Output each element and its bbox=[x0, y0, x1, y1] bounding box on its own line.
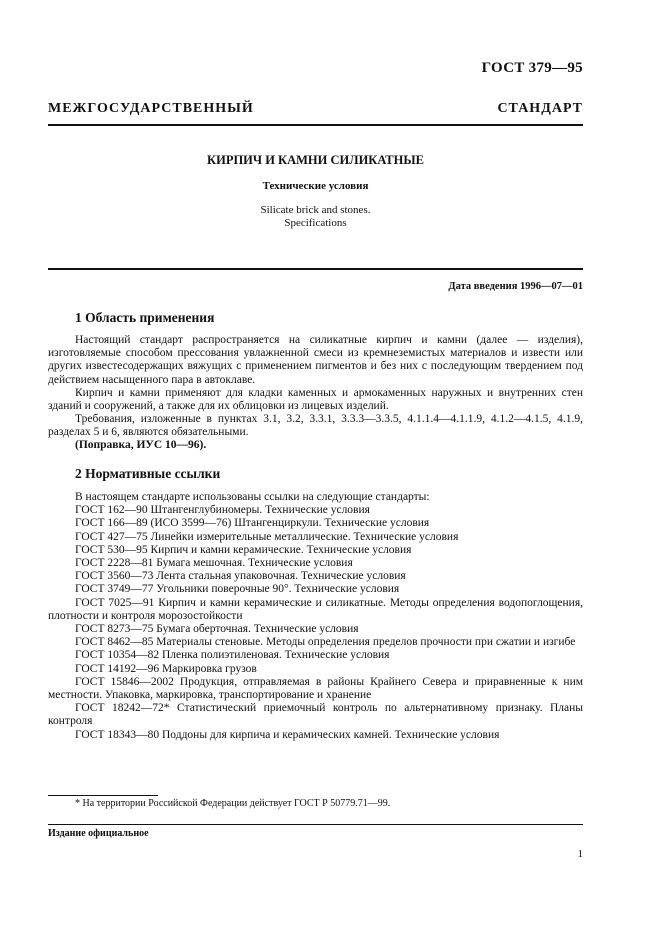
reference-item: ГОСТ 427—75 Линейки измерительные металлические. Технические условия bbox=[75, 530, 459, 543]
reference-item: ГОСТ 530—95 Кирпич и камни керамические. Технические условия bbox=[75, 543, 412, 556]
section-1-paragraph-3-text: Требования, изложенные в пунктах 3.1, 3.2, 3.3.1, 3.3.3—3.3.5, 4.1.1.4—4.1.1.9, 4.1.2—4.1.5, 4.1.9, разделах 5 и 6, являются обязательными. bbox=[48, 413, 583, 439]
footnote-rule bbox=[48, 795, 158, 796]
normative-references-list bbox=[48, 491, 583, 742]
references-intro: В настоящем стандарте использованы ссылки на следующие стандарты: bbox=[75, 491, 430, 503]
section-1-heading: 1 Область применения bbox=[75, 310, 215, 325]
section-1-paragraph-1 bbox=[48, 334, 583, 387]
section-1-amendment bbox=[48, 439, 583, 452]
reference-item: ГОСТ 3560—73 Лента стальная упаковочная. Технические условия bbox=[75, 570, 406, 583]
reference-item: ГОСТ 7025—91 Кирпич и камни керамические и силикатные. Методы определения водопоглощения, плотности и контроля морозостойкости bbox=[48, 596, 583, 622]
reference-item: ГОСТ 14192—96 Маркировка грузов bbox=[75, 662, 257, 675]
reference-item: ГОСТ 3749—77 Угольники поверочные 90°. Технические условия bbox=[75, 583, 400, 596]
section-1-amendment-text: (Поправка, ИУС 10—96). bbox=[75, 439, 207, 451]
reference-item: ГОСТ 8273—75 Бумага оберточная. Технические условия bbox=[75, 623, 359, 636]
document-subtitle: Технические условия bbox=[262, 180, 369, 192]
footer-rule bbox=[48, 824, 583, 825]
reference-item: ГОСТ 18242—72* Статистический приемочный контроль по альтернативному признаку. Планы контроля bbox=[48, 702, 583, 728]
english-title-line-2: Specifications bbox=[284, 217, 347, 229]
section-1-paragraph-2-text: Кирпич и камни применяют для кладки каменных и армокаменных наружных и внутренних стен зданий и сооружений, а также для их облицовки из лицевых изделий. bbox=[48, 387, 583, 413]
section-1-paragraph-2 bbox=[48, 387, 583, 413]
section-2-heading: 2 Нормативные ссылки bbox=[75, 466, 221, 481]
header-rule bbox=[48, 124, 583, 126]
reference-item: ГОСТ 10354—82 Пленка полиэтиленовая. Технические условия bbox=[75, 649, 390, 662]
reference-item: ГОСТ 15846—2002 Продукция, отправляемая в районы Крайнего Севера и приравненные к ним местности. Упаковка, маркировка, транспортирование и хранение bbox=[48, 675, 583, 702]
introduction-date: Дата введения 1996—07—01 bbox=[448, 281, 583, 292]
reference-item: ГОСТ 166—89 (ИСО 3599—76) Штангенциркули. Технические условия bbox=[75, 517, 430, 530]
footnote: * На территории Российской Федерации действует ГОСТ Р 50779.71—99. bbox=[75, 798, 391, 809]
reference-item: ГОСТ 2228—81 Бумага мешочная. Технические условия bbox=[75, 557, 353, 570]
section-1-paragraph-1-text: Настоящий стандарт распространяется на силикатные кирпич и камни (далее — изделия), изготовляемые способом прессования увлажненной смеси из кремнеземистых материалов и извести или других известесодержащих вяжущих с применением пигментов и без них с последующим твердением под действием насыщенного пара в автоклаве. bbox=[48, 334, 583, 386]
interstate-standard-banner: МЕЖГОСУДАРСТВЕННЫЙ СТАНДАРТ bbox=[48, 101, 583, 116]
edition-label: Издание официальное bbox=[48, 828, 149, 839]
page-number: 1 bbox=[577, 848, 583, 860]
reference-item: ГОСТ 162—90 Штангенглубиномеры. Технические условия bbox=[75, 504, 370, 517]
gost-number: ГОСТ 379—95 bbox=[481, 60, 583, 76]
section-1-paragraph-3 bbox=[48, 413, 583, 439]
reference-item: ГОСТ 8462—85 Материалы стеновые. Методы определения пределов прочности при сжатии и изгибе bbox=[75, 636, 576, 649]
english-title bbox=[48, 204, 583, 230]
document-title: КИРПИЧ И КАМНИ СИЛИКАТНЫЕ bbox=[207, 153, 424, 167]
reference-item: ГОСТ 18343—80 Поддоны для кирпича и керамических камней. Технические условия bbox=[75, 728, 500, 741]
english-title-line-1: Silicate brick and stones. bbox=[260, 204, 371, 216]
title-rule bbox=[48, 268, 583, 270]
